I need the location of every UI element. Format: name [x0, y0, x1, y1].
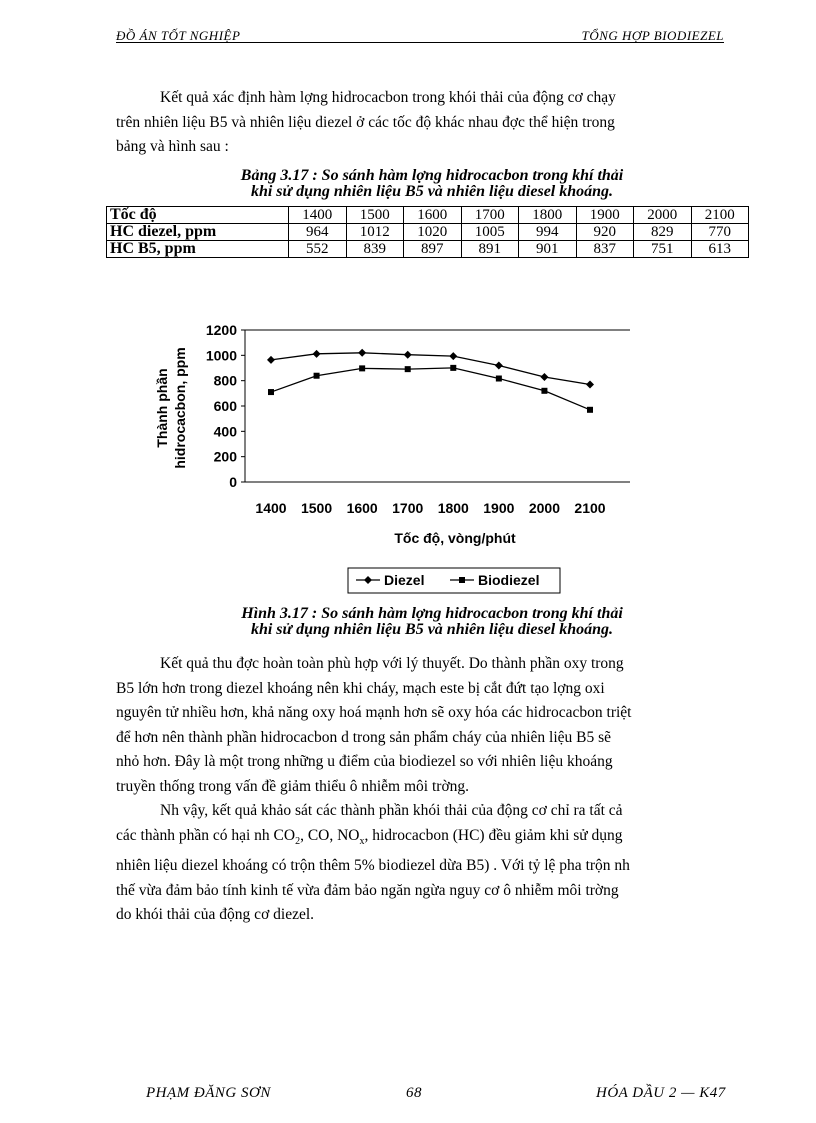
body-paragraph-2 [116, 799, 740, 928]
x-axis [255, 500, 605, 516]
body-line: nhiên liệu diezel khoáng có trộn thêm 5% biodiezel dừa B5) . Với tỷ lệ pha trộn nh [116, 857, 630, 875]
body-line: nhỏ hơn. Đây là một trong những u điểm của biodiezel so với nhiên liệu khoáng [116, 753, 613, 770]
x-tick-label: 2100 [574, 500, 606, 516]
y-axis-label-line2: hidrocacbon, ppm [172, 347, 188, 469]
y-tick-label: 800 [213, 372, 237, 389]
intro-line: Kết quả xác định hàm lợng hidrocacbon trong khói thải của động cơ chạy [160, 89, 616, 106]
figure-caption [116, 606, 748, 638]
body-line: do khói thải của động cơ diezel. [116, 906, 315, 924]
body-line: truyền thống trong vấn đề giảm thiểu ô nhiễm môi trờng. [116, 777, 470, 795]
data-point-biodiezel [314, 373, 320, 379]
header-left: ĐỒ ÁN TỐT NGHIỆP [116, 28, 241, 43]
body-line: B5 lớn hơn trong diezel khoáng nên khi cháy, mạch este bị cắt đứt tạo lợng oxi [116, 679, 605, 697]
body-line: nguyên tử nhiều hơn, khả năng oxy hoá mạnh hơn sẽ oxy hóa các hidrocacbon triệt [116, 704, 632, 721]
legend-biodiesel-label: Biodiezel [478, 572, 540, 588]
text-run: các thành phần có hại nh CO [116, 826, 296, 844]
intro-line: trên nhiên liệu B5 và nhiên liệu diezel ở các tốc độ khác nhau đợc thể hiện trong [116, 113, 615, 131]
subscript: x [359, 835, 365, 847]
row-label: HC diezel, ppm [107, 224, 289, 241]
table-caption [116, 168, 748, 200]
intro-line: bảng và hình sau : [116, 138, 229, 155]
table-cell: 2000 [634, 207, 692, 224]
y-tick-label: 0 [229, 474, 237, 490]
figure-caption-line: Hình 3.17 : So sánh hàm lợng hidrocacbon trong khí thải [241, 605, 623, 622]
table-cell: 994 [519, 224, 577, 241]
body-line: Nh vậy, kết quả khảo sát các thành phần khói thải của động cơ chỉ ra tất cả [160, 802, 623, 819]
x-axis-label: Tốc độ, vòng/phút [394, 530, 516, 546]
table-cell: 1800 [519, 207, 577, 224]
table-cell: 837 [576, 241, 634, 258]
plot-area [245, 330, 630, 482]
data-point-biodiezel [268, 389, 274, 395]
data-point-biodiezel [405, 366, 411, 372]
data-point-biodiezel [587, 407, 593, 413]
table-cell: 1012 [346, 224, 404, 241]
table-cell: 964 [289, 224, 347, 241]
table-cell: 891 [461, 241, 519, 258]
table-caption-line: khi sử dụng nhiên liệu B5 và nhiên liệu diesel khoáng. [250, 183, 614, 200]
table-cell: 770 [691, 224, 749, 241]
y-tick-label: 1000 [205, 347, 237, 364]
footer-page-number: 68 [406, 1085, 422, 1101]
x-tick-label: 1700 [392, 500, 424, 516]
legend-diesel-label: Diezel [384, 572, 425, 588]
table-cell: 1400 [289, 207, 347, 224]
table-cell: 920 [576, 224, 634, 241]
hc-line-chart [150, 318, 630, 598]
x-tick-label: 1500 [300, 500, 333, 516]
text-run: , CO, NO [300, 826, 360, 844]
x-tick-label: 1400 [255, 500, 287, 516]
row-label: Tốc độ [107, 207, 289, 224]
table-cell: 897 [404, 241, 462, 258]
header-right: TỔNG HỢP BIODIEZEL [581, 28, 724, 43]
table-cell: 751 [634, 241, 692, 258]
text-run: , hidrocacbon (HC) đều giảm khi sử dụng [364, 826, 623, 844]
body-line: thế vừa đảm bảo tính kinh tế vừa đảm bảo ngăn ngừa nguy cơ ô nhiễm môi trờng [116, 881, 619, 899]
body-paragraph-1 [116, 652, 740, 799]
page-header [116, 28, 724, 43]
comparison-table [106, 206, 749, 258]
table-cell: 1500 [346, 207, 404, 224]
legend-biodiesel-marker [459, 577, 465, 583]
x-tick-label: 2000 [528, 500, 561, 516]
subscript: 2 [295, 835, 301, 847]
table-row [107, 241, 749, 258]
y-tick-label: 200 [213, 448, 237, 465]
footer-right: HÓA DẦU 2 — K47 [596, 1085, 726, 1101]
x-tick-label: 1800 [437, 500, 469, 516]
data-point-biodiezel [359, 365, 365, 371]
data-point-biodiezel [496, 376, 502, 382]
table-cell: 613 [691, 241, 749, 258]
table-cell: 2100 [691, 207, 749, 224]
table-row [107, 207, 749, 224]
table-cell: 1020 [404, 224, 462, 241]
table-cell: 1005 [461, 224, 519, 241]
table-caption-line: Bảng 3.17 : So sánh hàm lợng hidrocacbon trong khí thải [240, 167, 624, 184]
body-line: để hơn nên thành phần hidrocacbon d trong sản phẩm cháy của nhiên liệu B5 sẽ [116, 728, 612, 746]
table-cell: 839 [346, 241, 404, 258]
body-line [116, 824, 740, 855]
table-cell: 1700 [461, 207, 519, 224]
y-tick-label: 400 [213, 423, 237, 440]
y-axis [206, 322, 245, 490]
figure-caption-line: khi sử dụng nhiên liệu B5 và nhiên liệu diesel khoáng. [250, 621, 614, 638]
y-tick-label: 1200 [205, 322, 237, 338]
row-label: HC B5, ppm [107, 241, 289, 258]
body-line: Kết quả thu đợc hoàn toàn phù hợp với lý thuyết. Do thành phần oxy trong [160, 655, 624, 672]
intro-paragraph [116, 86, 740, 160]
table-row [107, 224, 749, 241]
table-cell: 1900 [576, 207, 634, 224]
y-axis-label-line1: Thành phần [154, 368, 170, 448]
table-cell: 901 [519, 241, 577, 258]
data-point-biodiezel [450, 365, 456, 371]
y-tick-label: 600 [213, 398, 237, 414]
footer-author: PHẠM ĐĂNG SƠN [146, 1085, 271, 1101]
x-tick-label: 1600 [346, 500, 378, 516]
legend [348, 568, 560, 593]
table-cell: 552 [289, 241, 347, 258]
data-point-biodiezel [541, 388, 547, 394]
table-cell: 1600 [404, 207, 462, 224]
x-tick-label: 1900 [483, 500, 515, 516]
table-cell: 829 [634, 224, 692, 241]
